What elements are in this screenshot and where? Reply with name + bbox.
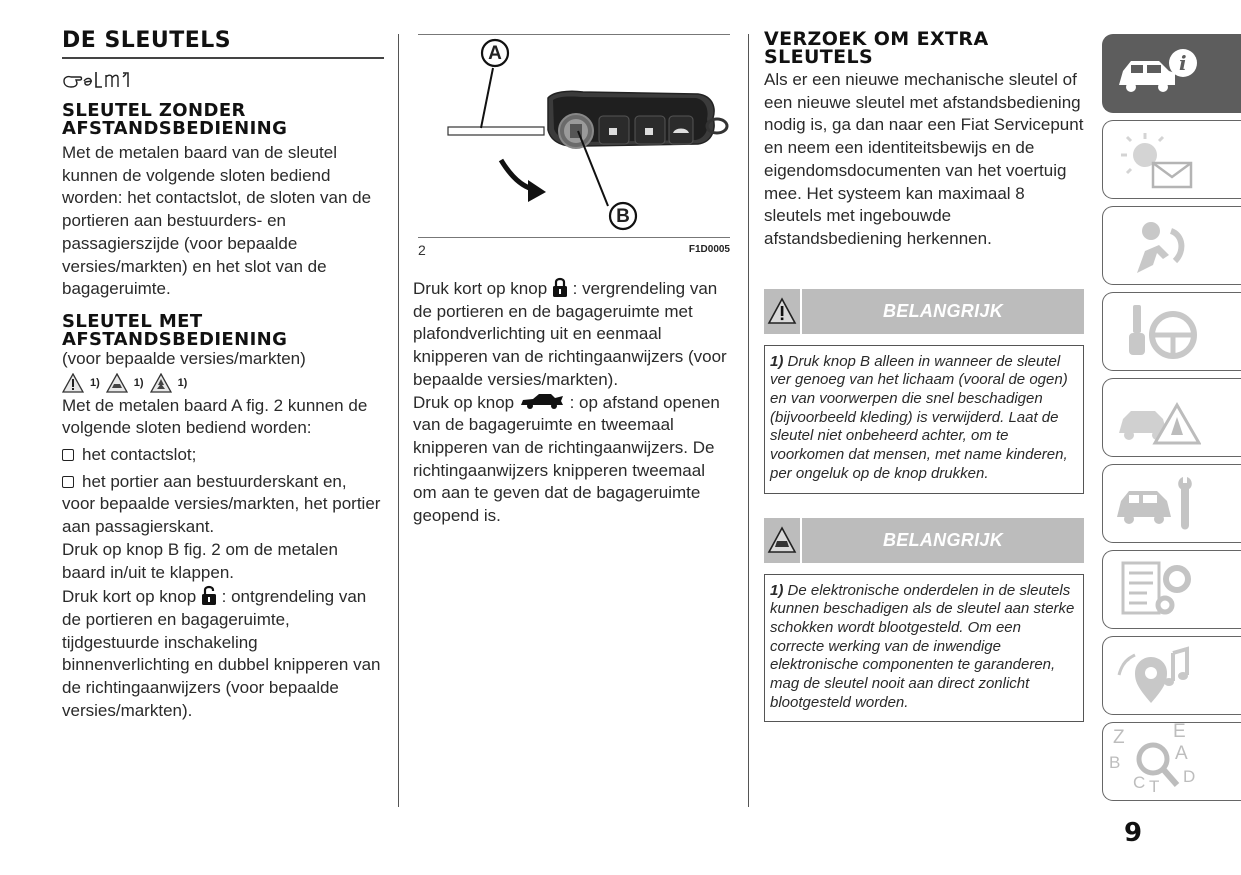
warning-text: Druk knop B alleen in wanneer de sleutel ver genoeg van het lichaam (vooral de ogen) en van voorwerpen die snel beschadigen (bijvoorbeeld kleding) is verwijderd. Laat de sleutel niet onbeheerd achter, om te voorkomen dat mensen, met name kinderen, per ongeluk op de knop drukken. [770, 352, 1068, 482]
svg-text:i: i [1179, 51, 1187, 75]
figure-code: F1D0005 [688, 244, 730, 255]
footnote-ref: 1) [133, 376, 144, 389]
column-1 [62, 30, 384, 722]
index-letter: Z [1113, 727, 1125, 748]
airbag-passenger-icon [1111, 211, 1201, 281]
footnote-ref: 1) [90, 376, 100, 389]
tab-dashboard-lights[interactable] [1102, 120, 1241, 199]
index-letter: T [1149, 777, 1160, 796]
tab-car-info[interactable] [1102, 34, 1241, 113]
warning-title: BELANGRIJK [882, 300, 1003, 321]
figure-key [413, 30, 730, 262]
tab-index[interactable] [1102, 722, 1241, 801]
breakdown-warning-icon [1111, 383, 1201, 453]
paragraph-key-with-remote: Met de metalen baard A fig. 2 kunnen de volgende sloten bediend worden: [62, 395, 368, 438]
lock-icon [552, 276, 568, 298]
car-damage-triangle-icon [767, 526, 797, 554]
paragraph-button-b: Druk op knop B fig. 2 om de metalen baard in/uit te klappen. [62, 539, 338, 582]
tab-safety[interactable] [1102, 206, 1241, 285]
footnote-ref: 1) [177, 376, 188, 389]
index-letter: A [1175, 743, 1188, 764]
tab-starting-driving[interactable] [1102, 292, 1241, 371]
remote-note: (voor bepaalde versies/markten) [62, 348, 306, 368]
warning-number: 1) [770, 352, 784, 370]
tab-emergency[interactable] [1102, 378, 1241, 457]
index-letter: E [1173, 721, 1186, 742]
warning-iconbox [764, 518, 802, 563]
index-letter: D [1183, 767, 1196, 786]
heading-key-without-remote: SLEUTEL ZONDER AFSTANDSBEDIENING [62, 100, 288, 139]
warning-number: 1) [770, 581, 784, 599]
warning-triangle-icon [62, 373, 84, 393]
figure-number: 2 [418, 242, 426, 258]
column-divider-2 [748, 34, 749, 807]
key-symbol-icon [62, 69, 132, 93]
warning-iconbox [764, 289, 802, 334]
heading-extra-keys: VERZOEK OM EXTRA SLEUTELS [764, 28, 989, 68]
unlock-icon [201, 584, 217, 606]
column-3 [764, 30, 1084, 722]
multimedia-icon [1111, 641, 1201, 711]
tab-technical-data[interactable] [1102, 550, 1241, 629]
index-letter: C [1133, 773, 1146, 792]
car-info-icon [1111, 39, 1201, 109]
key-illustration [413, 30, 730, 235]
warning-references [62, 371, 384, 395]
column-divider-1 [398, 34, 399, 807]
warning-text-box-2 [764, 574, 1084, 723]
page-number: 9 [1124, 818, 1143, 848]
tab-maintenance[interactable] [1102, 464, 1241, 543]
list-item: het contactslot; [62, 444, 384, 467]
checkbox-bullet-icon [62, 476, 74, 488]
car-damage-triangle-icon [106, 373, 128, 393]
trunk-open-icon [519, 392, 565, 410]
paragraph-lock: Druk kort op knop : vergrendeling van de portieren en de bagageruimte met plafondverlichting uit en eenmaal knipperen van de richtingaanwijzers (voor bepaalde versies/markten). [413, 276, 730, 392]
warning-title: BELANGRIJK [882, 529, 1003, 550]
warning-bar-1 [764, 289, 1084, 334]
key-steering-wheel-icon [1111, 297, 1201, 367]
paragraph-trunk: Druk op knop : op afstand openen van de bagageruimte en tweemaal knipperen van de richtingaanwijzers. De richtingaanwijzers knipperen tweemaal om aan te geven dat de bagageruimte geopend is. [413, 392, 720, 526]
index-letter: B [1109, 753, 1121, 772]
section-title: DE SLEUTELS [62, 28, 232, 53]
car-wrench-icon [1111, 469, 1201, 539]
warning-triangle-icon [767, 297, 797, 325]
callout-label-b: B [616, 206, 630, 227]
paragraph-extra-keys: Als er een nieuwe mechanische sleutel of een nieuwe sleutel met afstandsbediening nodig is, ga dan naar een Fiat Servicepunt en neem een identiteitsbewijs en de eigendomsdocumenten van het voertuig mee. Het systeem kan maximaal 8 sleutels met ingebouwde afstandsbediening herkennen. [764, 70, 1084, 248]
column-2 [413, 30, 730, 528]
chapter-tabs [1102, 34, 1241, 808]
figure-bottom-rule [418, 237, 730, 238]
environment-triangle-icon [150, 373, 172, 393]
callout-label-a: A [488, 43, 502, 64]
warning-text-box-1 [764, 345, 1084, 494]
warning-light-message-icon [1111, 125, 1201, 195]
list-item: het portier aan bestuurderskant en, voor bepaalde versies/markten, het portier aan passagierskant. [62, 471, 381, 537]
warning-bar-2 [764, 518, 1084, 563]
paragraph-key-without-remote: Met de metalen baard van de sleutel kunnen de volgende sloten bediend worden: het contactslot, de sloten van de portieren aan bestuurders- en passagierszijde (voor bepaalde versies/markten) en het slot van de bagageruimte. [62, 143, 372, 299]
tab-multimedia[interactable] [1102, 636, 1241, 715]
heading-key-with-remote: SLEUTEL MET AFSTANDSBEDIENING [62, 310, 288, 350]
title-rule [62, 57, 384, 59]
warning-text: De elektronische onderdelen in de sleutels kunnen beschadigen als de sleutel aan sterke schokken wordt blootgesteld. Om een correcte werking van de inwendige elektronische componenten te garanderen, mag de sleutel nooit aan direct zonlicht blootgesteld worden. [770, 581, 1075, 711]
document-gears-icon [1111, 555, 1201, 625]
paragraph-unlock: Druk kort op knop : ontgrendeling van de portieren en bagageruimte, tijdgestuurde inschakeling binnenverlichting en dubbel knipperen van de richtingaanwijzers (voor bepaalde versies/markten). [62, 584, 384, 722]
checkbox-bullet-icon [62, 449, 74, 461]
